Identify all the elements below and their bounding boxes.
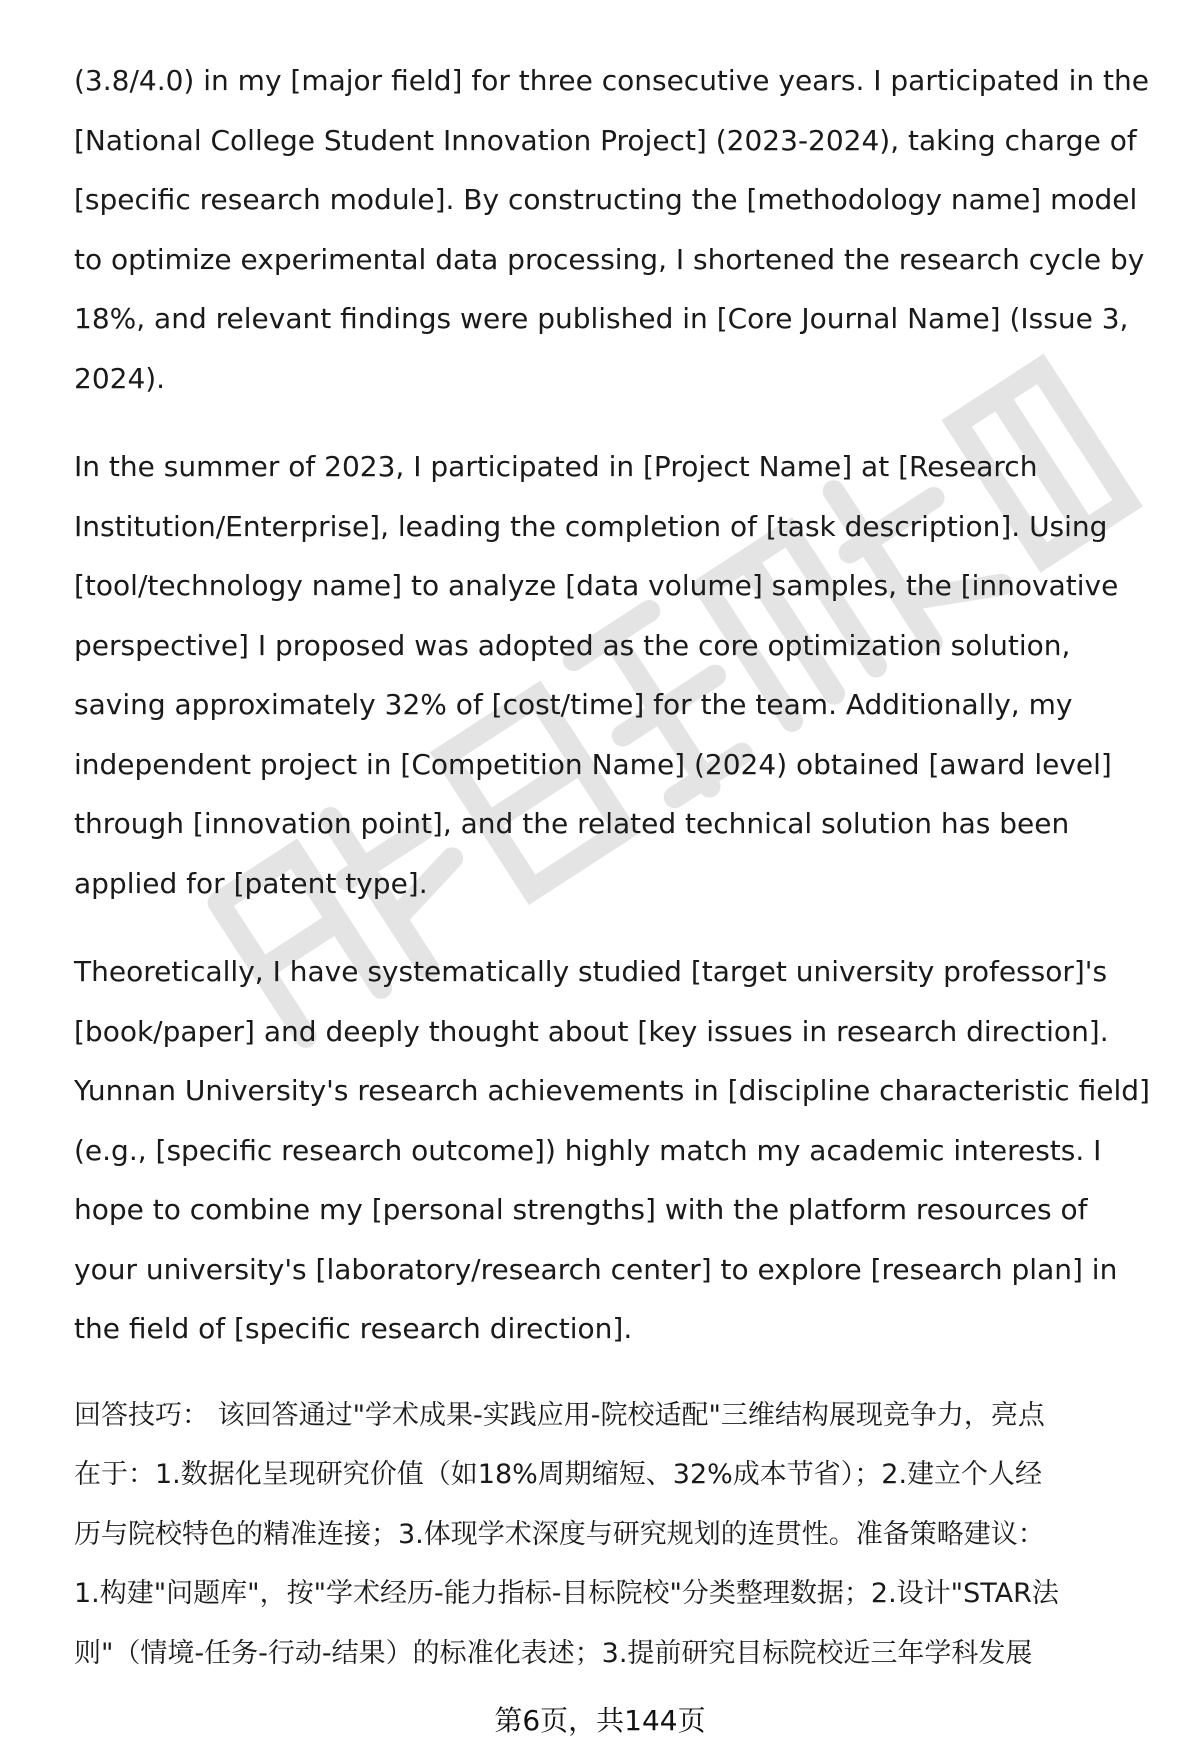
answer-tips bbox=[74, 1386, 1154, 1684]
text-line: applied for [patent type]. bbox=[74, 866, 428, 900]
text-line: to optimize experimental data processing, I shortened the research cycle by bbox=[74, 242, 1145, 276]
text-line: Institution/Enterprise], leading the completion of [task description]. Using bbox=[74, 509, 1108, 543]
text-line: In the summer of 2023, I participated in [Project Name] at [Research bbox=[74, 450, 1038, 483]
text-line: perspective] I proposed was adopted as the core optimization solution, bbox=[74, 628, 1071, 662]
page-number: 第6页，共144页 bbox=[494, 1704, 706, 1737]
document-body bbox=[74, 51, 1154, 1683]
text-line: through [innovation point], and the related technical solution has been bbox=[74, 807, 1070, 840]
text-line: independent project in [Competition Name] (2024) obtained [award level] bbox=[74, 747, 1112, 781]
text-line: [specific research module]. By constructing the [methodology name] model bbox=[74, 183, 1138, 216]
tips-line: 1.构建"问题库"，按"学术经历-能力指标-目标院校"分类整理数据；2.设计"STAR法 bbox=[74, 1578, 1059, 1609]
tips-line: 在于：1.数据化呈现研究价值（如18%周期缩短、32%成本节省）；2.建立个人经 bbox=[74, 1459, 1043, 1490]
text-line: the field of [specific research direction]. bbox=[74, 1312, 633, 1345]
text-line: your university's [laboratory/research center] to explore [research plan] in bbox=[74, 1252, 1118, 1286]
text-line: 18%, and relevant findings were published in [Core Journal Name] (Issue 3, bbox=[74, 302, 1129, 335]
text-line: 2024). bbox=[74, 361, 166, 395]
tips-line: 回答技巧： 该回答通过"学术成果-实践应用-院校适配"三维结构展现竞争力，亮点 bbox=[74, 1399, 1045, 1431]
text-line: Yunnan University's research achievements in [discipline characteristic field] bbox=[74, 1074, 1150, 1107]
text-line: (3.8/4.0) in my [major field] for three consecutive years. I participated in the bbox=[74, 64, 1149, 97]
text-line: Theoretically, I have systematically studied [target university professor]'s bbox=[74, 955, 1108, 988]
tips-line: 历与院校特色的精准连接；3.体现学术深度与研究规划的连贯性。准备策略建议： bbox=[74, 1518, 1045, 1550]
text-line: (e.g., [specific research outcome]) highly match my academic interests. I bbox=[74, 1133, 1102, 1167]
text-line: saving approximately 32% of [cost/time] for the team. Additionally, my bbox=[74, 688, 1073, 721]
text-line: [tool/technology name] to analyze [data volume] samples, the [innovative bbox=[74, 569, 1119, 602]
tips-line: 则"（情境-任务-行动-结果）的标准化表述；3.提前研究目标院校近三年学科发展 bbox=[74, 1637, 1033, 1669]
paragraph-practice bbox=[74, 437, 1154, 913]
text-line: [National College Student Innovation Project] (2023-2024), taking charge of bbox=[74, 123, 1137, 157]
text-line: hope to combine my [personal strengths] with the platform resources of bbox=[74, 1193, 1088, 1226]
paragraph-theory bbox=[74, 942, 1154, 1359]
paragraph-academic bbox=[74, 51, 1154, 408]
text-line: [book/paper] and deeply thought about [key issues in research direction]. bbox=[74, 1014, 1109, 1048]
